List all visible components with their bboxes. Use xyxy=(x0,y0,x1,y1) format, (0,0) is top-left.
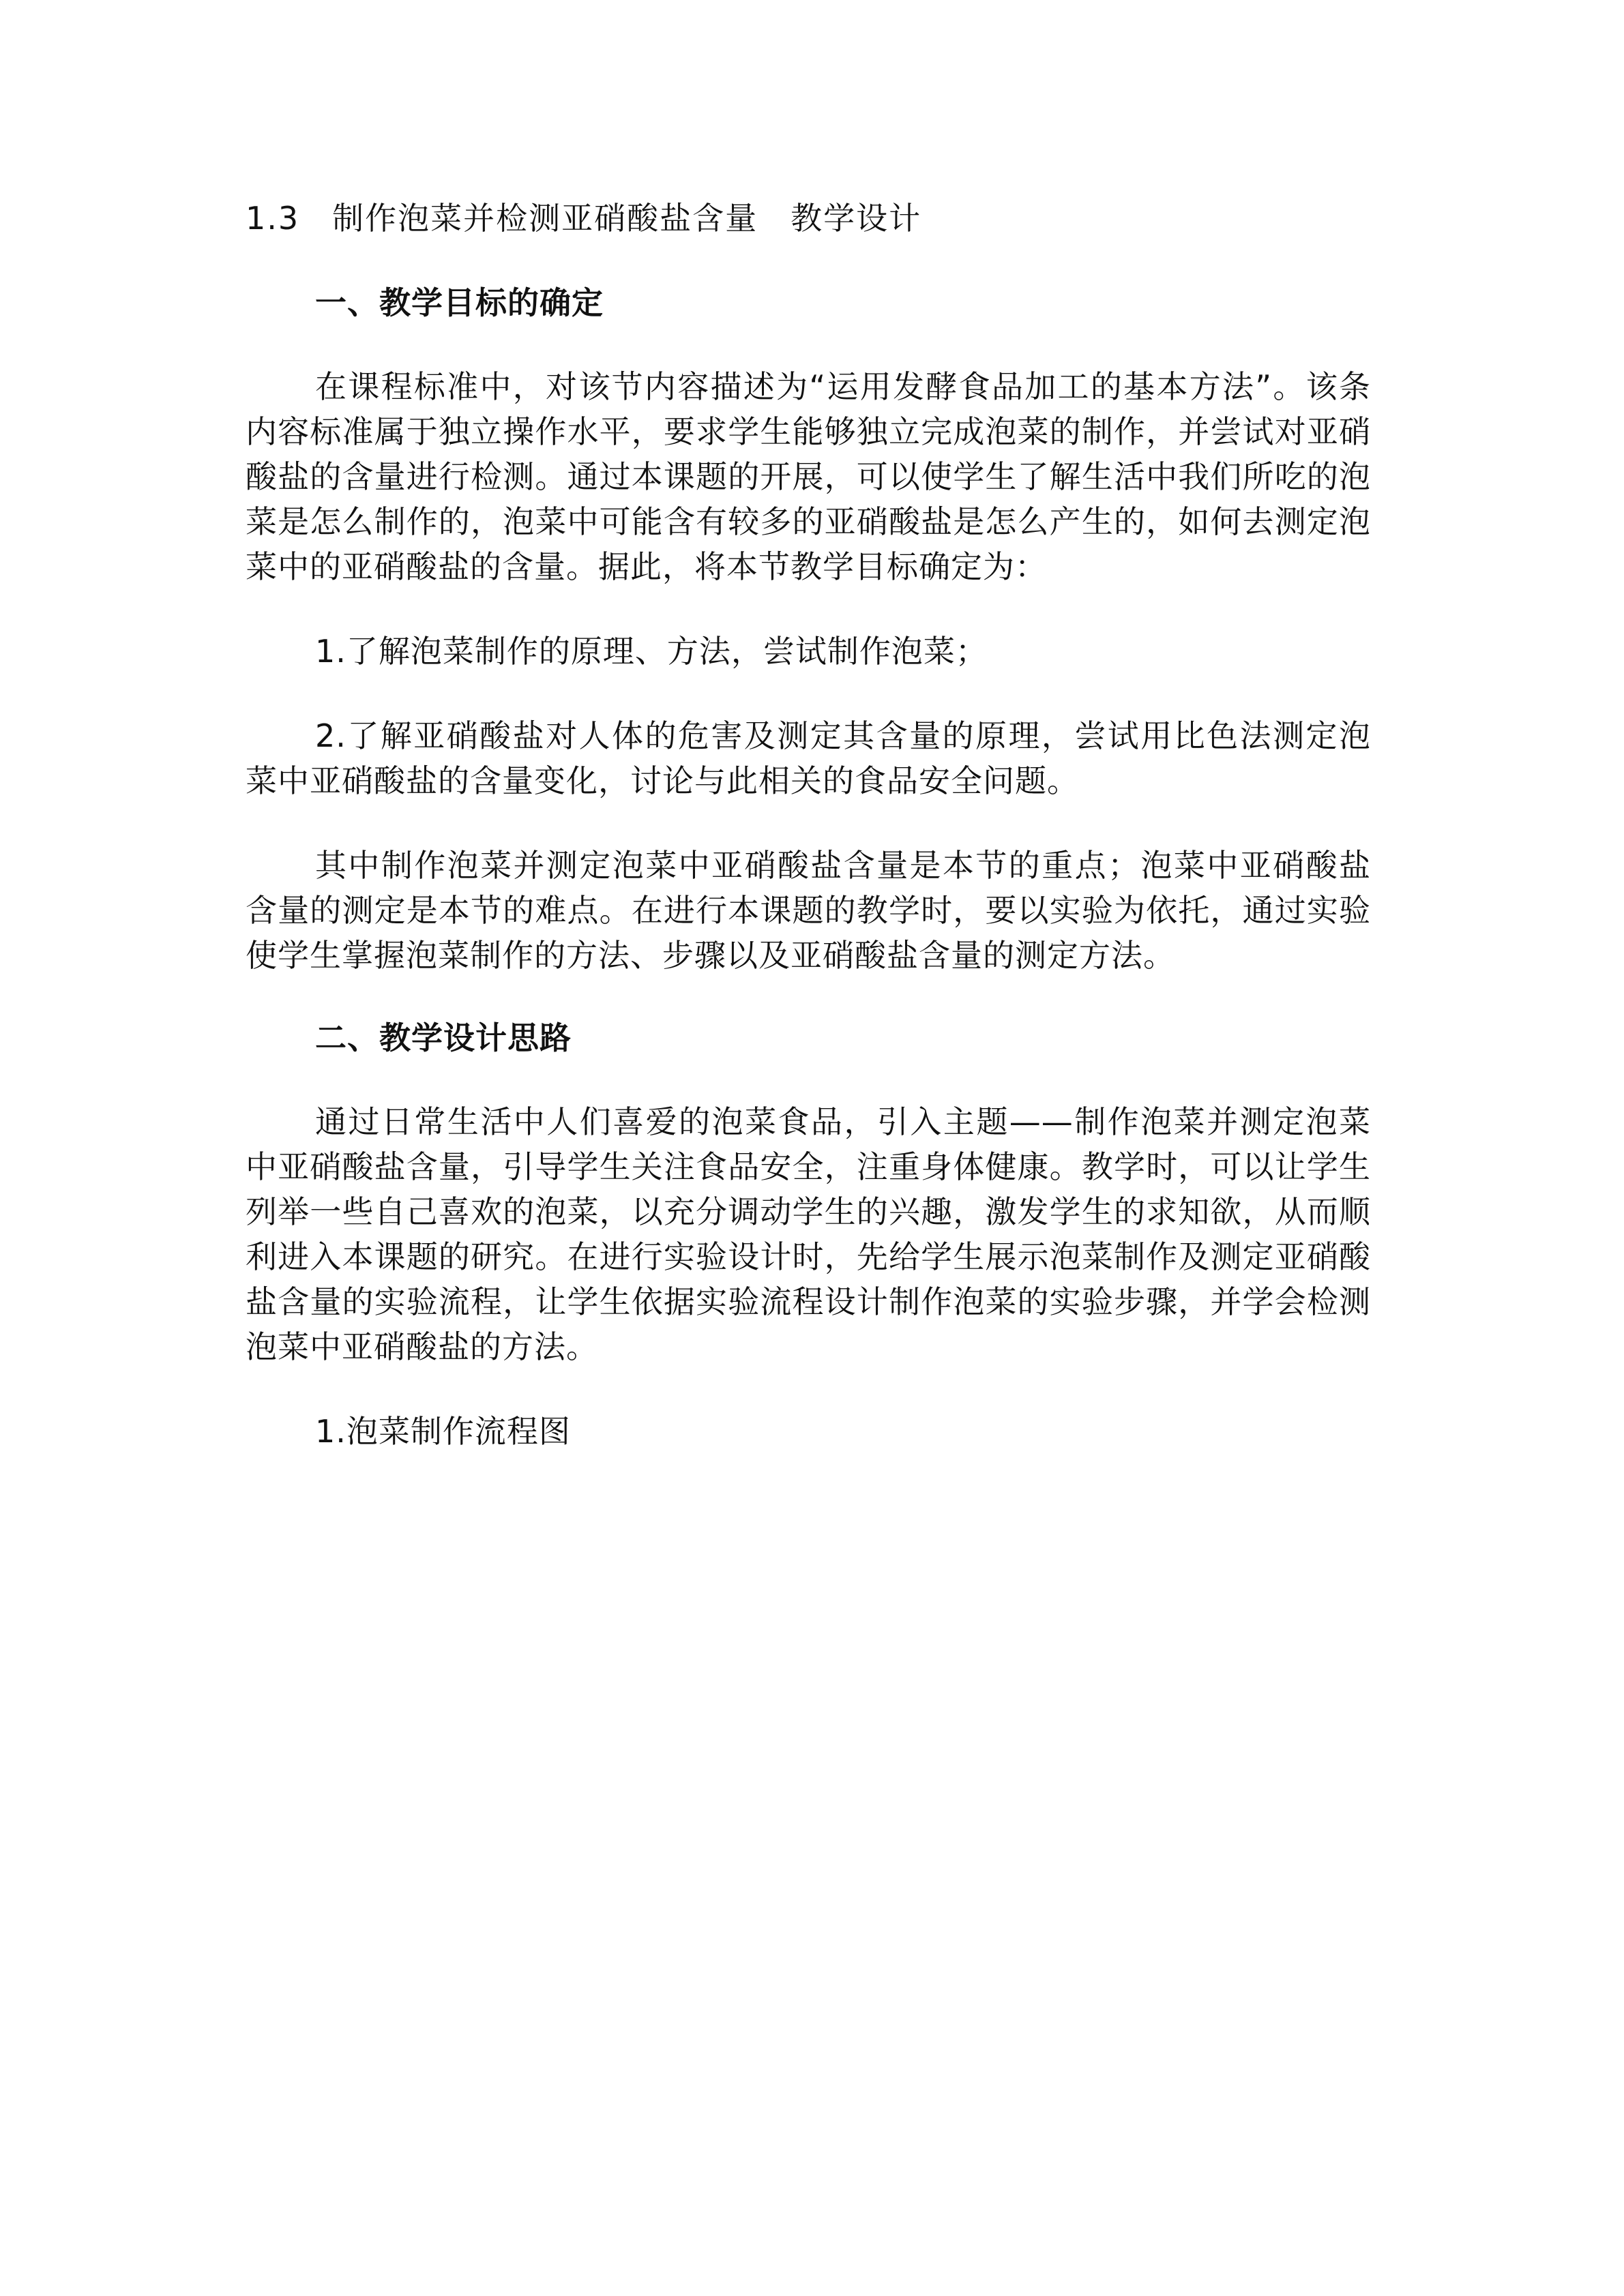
section-heading-teaching-goals: 一、教学目标的确定 xyxy=(315,284,604,321)
document-title: 1.3 制作泡菜并检测亚硝酸盐含量 教学设计 xyxy=(246,200,922,237)
paragraph-design-ideas: 通过日常生活中人们喜爱的泡菜食品，引入主题——制作泡菜并测定泡菜中亚硝酸盐含量，引导学生关注食品安全，注重身体健康。教学时，可以让学生列举一些自己喜欢的泡菜，以充分调动学生的兴趣，激发学生的求知欲，从而顺利进入本课题的研究。在进行实验设计时，先给学生展示泡菜制作及测定亚硝酸盐含量的实验流程，让学生依据实验流程设计制作泡菜的实验步骤，并学会检测泡菜中亚硝酸盐的方法。 xyxy=(246,1103,1371,1365)
goal-item-1: 1.了解泡菜制作的原理、方法，尝试制作泡菜； xyxy=(315,633,988,670)
subheading-flowchart: 1.泡菜制作流程图 xyxy=(315,1413,571,1450)
goal-item-2: 2.了解亚硝酸盐对人体的危害及测定其含量的原理，尝试用比色法测定泡菜中亚硝酸盐的含量变化，讨论与此相关的食品安全问题。 xyxy=(246,717,1371,799)
document-content xyxy=(246,198,1371,1493)
section-heading-design-ideas: 二、教学设计思路 xyxy=(315,1019,572,1056)
paragraph-curriculum-standard: 在课程标准中，对该节内容描述为“运用发酵食品加工的基本方法”。该条内容标准属于独立操作水平，要求学生能够独立完成泡菜的制作，并尝试对亚硝酸盐的含量进行检测。通过本课题的开展，可以使学生了解生活中我们所吃的泡菜是怎么制作的，泡菜中可能含有较多的亚硝酸盐是怎么产生的，如何去测定泡菜中的亚硝酸盐的含量。据此，将本节教学目标确定为： xyxy=(246,368,1371,585)
paragraph-key-points: 其中制作泡菜并测定泡菜中亚硝酸盐含量是本节的重点；泡菜中亚硝酸盐含量的测定是本节的难点。在进行本课题的教学时，要以实验为依托，通过实验使学生掌握泡菜制作的方法、步骤以及亚硝酸盐含量的测定方法。 xyxy=(246,847,1371,974)
